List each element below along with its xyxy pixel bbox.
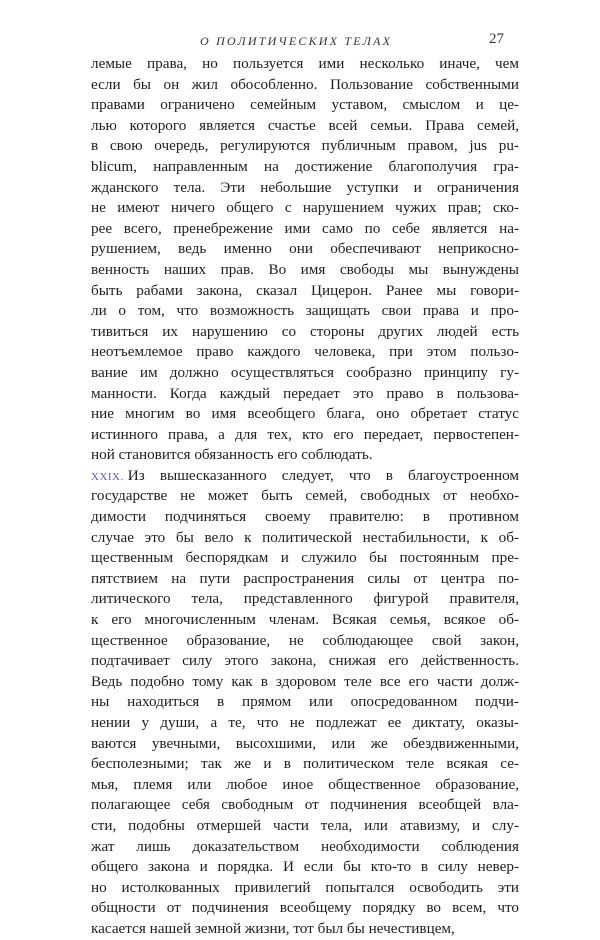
text-line-content: Из вышесказанного следует, что в благоустроенном (127, 466, 519, 484)
text-line: лемые права, но пользуется ими несколько иначе, чем (91, 55, 519, 72)
text-line: полагающее себя свободным от подчинения всеобщей вла- (91, 796, 519, 814)
text-line: пятствием на пути распространения силы от центра по- (91, 569, 519, 587)
text-line: к его многочисленным членам. Всякая семья, всякое об- (91, 611, 519, 629)
paragraph (91, 466, 519, 940)
text-line: жданского тела. Эти небольшие уступки и ограничения (91, 178, 519, 196)
text-line: вание им должно осуществляться сообразно принципу гу- (91, 363, 519, 381)
text-line: blicum, направленным на достижение благополучия гра- (91, 157, 519, 175)
text-line: рее всего, пренебрежение ими само по себе является на- (91, 219, 519, 237)
text-line: в свою очередь, регулируются публичным правом, jus pu- (91, 137, 519, 155)
text-line: бесполезными; так же и в политическом теле всякая се- (91, 755, 519, 773)
text-line: литического тела, представленного фигурой правителя, (91, 590, 519, 608)
text-line: ной становится обязанность его соблюдать. (91, 446, 373, 464)
text-line: неотъемлемое право каждого человека, при этом пользо- (91, 343, 519, 361)
text-line: правами ограничено семейным уставом, смыслом и це- (91, 96, 519, 114)
text-line: общности от подчинения всеобщему порядку во всем, что (91, 899, 519, 917)
text-line: жат лишь доказательством необходимости соблюдения (91, 837, 519, 855)
text-line: случае это бы вело к политической нестабильности, к об- (91, 528, 519, 546)
text-line: ваются увечными, высохшими, или же обездвиженными, (91, 734, 519, 752)
text-line: истинного права, а для тех, кто его передает, первостепен- (91, 425, 519, 443)
text-line: подтачивает силу этого закона, снижая его действенность. (91, 652, 519, 670)
body-text (91, 54, 519, 940)
text-line: государстве не может быть семей, свободных от необхо- (91, 487, 519, 505)
text-line: касается нашей земной жизни, тот был бы нечестивцем, (91, 919, 455, 937)
text-line: общего закона и порядка. И если бы кто-то в силу невер- (91, 858, 519, 876)
text-line: ли о том, что возможность защищать свои права и про- (91, 302, 519, 320)
text-line: но истолкованных привилегий попытался освободить эти (91, 878, 519, 896)
text-line: Ведь подобно тому как в здоровом теле все его части долж- (91, 672, 519, 690)
running-head: О ПОЛИТИЧЕСКИХ ТЕЛАХ (200, 34, 393, 48)
text-line: щественным беспорядкам и служило бы постоянным пре- (91, 549, 519, 567)
text-line (91, 466, 519, 487)
text-line: не имеют ничего общего с нарушением чужих прав; ско- (91, 199, 519, 217)
text-line: рушением, ведь именно они обеспечивают неприкосно- (91, 240, 519, 258)
text-line: быть рабами закона, сказал Цицерон. Ранее мы говори- (91, 281, 519, 299)
page-number: 27 (489, 31, 504, 47)
text-line: манности. Когда каждый передает это право в пользова- (91, 384, 519, 402)
text-line: мья, племя или любое иное общественное образование, (91, 775, 519, 793)
text-line: сти, подобны отмершей части тела, или атавизму, и слу- (91, 816, 519, 834)
text-line: ние многим во имя всеобщего блага, оно обретает статус (91, 405, 519, 423)
text-line: тивиться их нарушению со стороны других людей есть (91, 322, 519, 340)
text-line: димости подчиняться своему правителю: в противном (91, 508, 519, 526)
text-line: щественное образование, не соблюдающее свой закон, (91, 631, 519, 649)
text-line: лью которого является счастье всей семьи. Права семей, (91, 116, 519, 134)
text-line: нении у души, а те, что не подлежат ее диктату, оказы- (91, 714, 519, 731)
paragraph (91, 54, 519, 466)
text-line: венность наших прав. Во имя свободы мы вынуждены (91, 260, 519, 278)
text-line: ны находиться в прямом или опосредованном подчи- (91, 693, 519, 711)
section-number: XXIX. (91, 470, 124, 483)
text-line: если бы он жил обособленно. Пользование собственными (91, 75, 519, 93)
